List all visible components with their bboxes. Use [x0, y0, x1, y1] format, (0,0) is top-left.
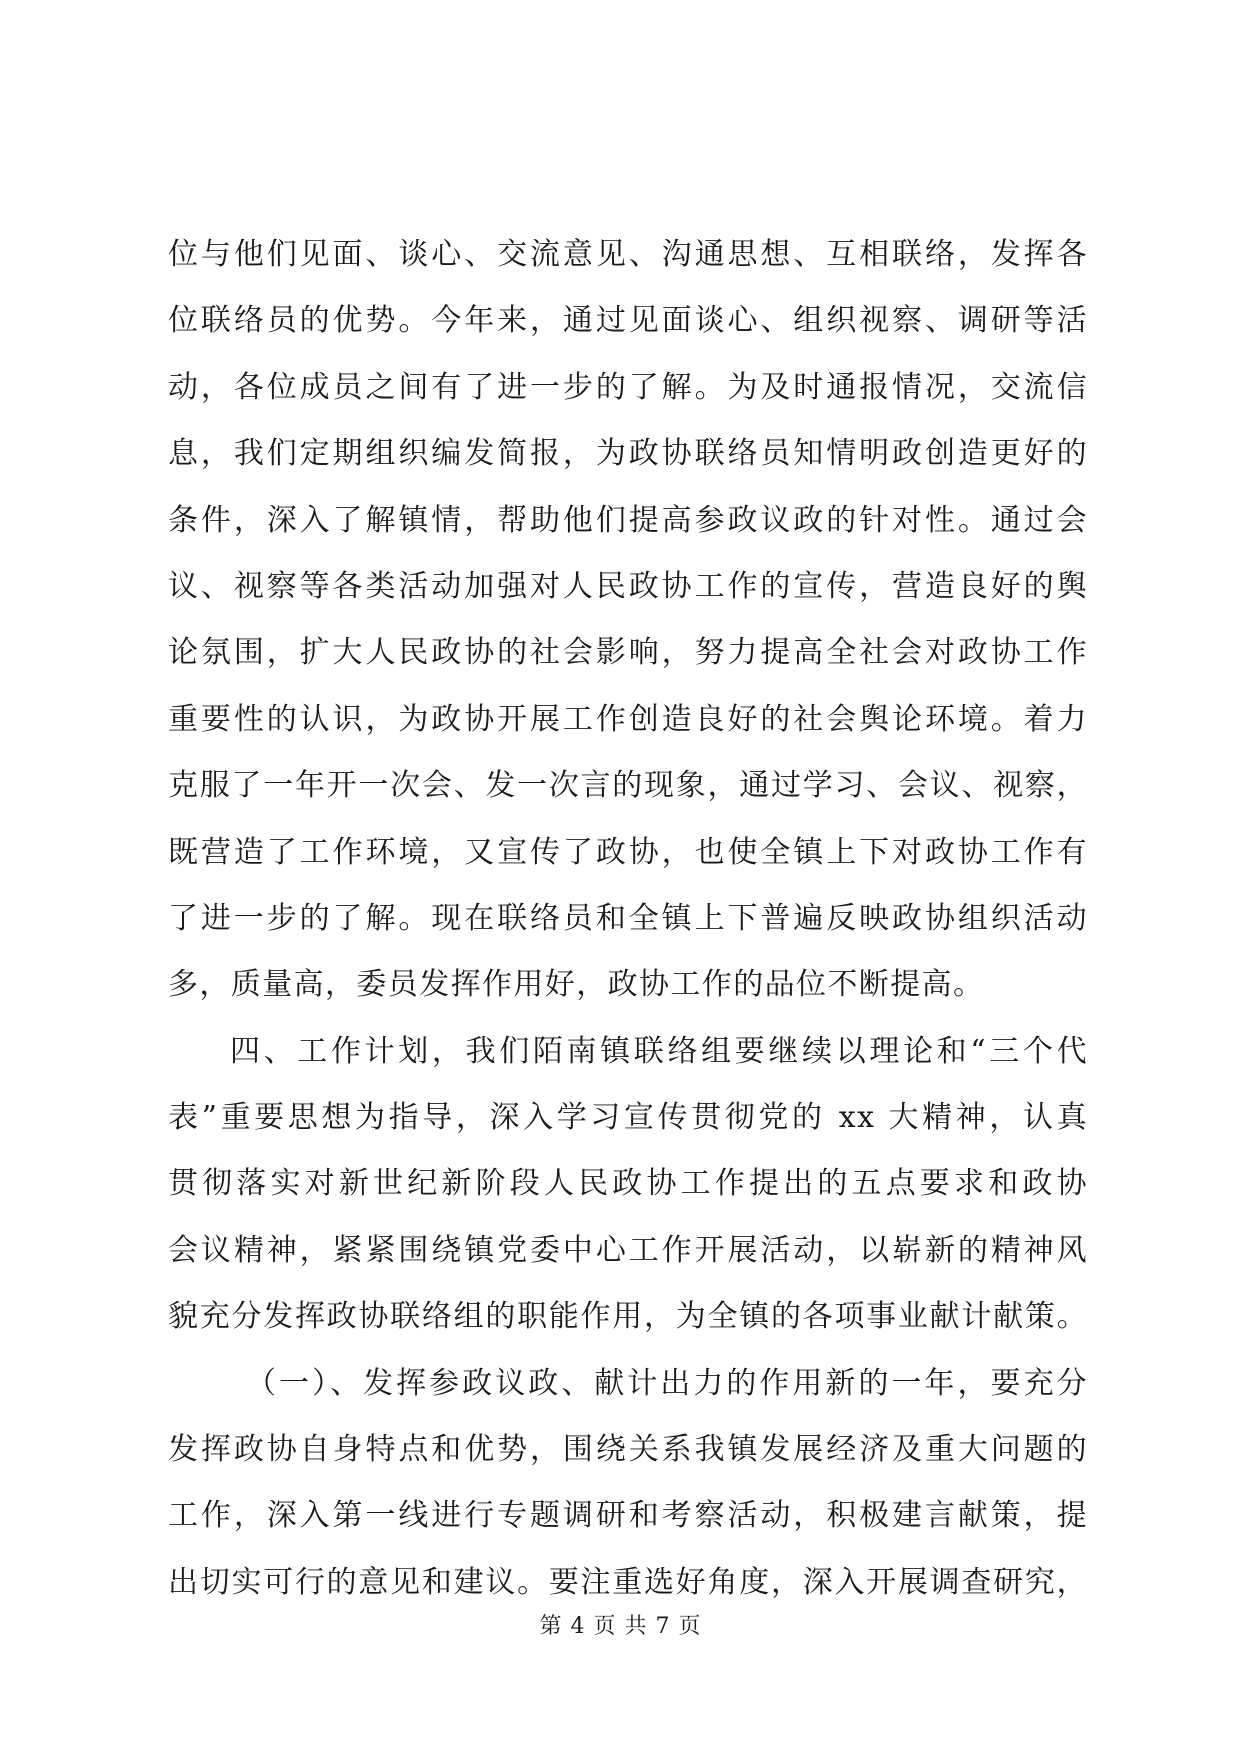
text-line: 既营造了工作环境，又宣传了政协，也使全镇上下对政协工作有 [168, 834, 1088, 870]
text-line: 位与他们见面、谈心、交流意见、沟通思想、互相联络，发挥各 [168, 237, 1088, 272]
text-line: 貌充分发挥政协联络组的职能作用，为全镇的各项事业献计献策。 [168, 1299, 1088, 1335]
text-line: 发挥政协自身特点和优势，围绕关系我镇发展经济及重大问题的 [168, 1432, 1088, 1468]
text-line: 重要性的认识，为政协开展工作创造良好的社会舆论环境。着力 [168, 701, 1088, 737]
text-line: 出切实可行的意见和建议。要注重选好角度，深入开展调查研究， [168, 1564, 1088, 1600]
text-line: 条件，深入了解镇情，帮助他们提高参政议政的针对性。通过会 [168, 502, 1088, 538]
text-line: 论氛围，扩大人民政协的社会影响，努力提高全社会对政协工作 [168, 635, 1088, 671]
text-line: 多，质量高，委员发挥作用好，政协工作的品位不断提高。 [168, 967, 985, 1003]
text-line: 贯彻落实对新世纪新阶段人民政协工作提出的五点要求和政协 [168, 1166, 1088, 1202]
text-line: 动，各位成员之间有了进一步的了解。为及时通报情况，交流信 [168, 369, 1088, 405]
text-line: 工作，深入第一线进行专题调研和考察活动，积极建言献策，提 [168, 1498, 1088, 1534]
text-line: 息，我们定期组织编发简报，为政协联络员知情明政创造更好的 [168, 436, 1088, 472]
text-line: 了进一步的了解。现在联络员和全镇上下普遍反映政协组织活动 [168, 900, 1088, 936]
document-body [168, 222, 1088, 1616]
text-line: 四、工作计划，我们陌南镇联络组要继续以理论和“三个代 [230, 1033, 1088, 1069]
text-line: （一）、发挥参政议政、献计出力的作用新的一年，要充分 [246, 1365, 1088, 1401]
text-line: 会议精神，紧紧围绕镇党委中心工作开展活动，以崭新的精神风 [168, 1232, 1088, 1268]
text-line: 议、视察等各类活动加强对人民政协工作的宣传，营造良好的舆 [168, 568, 1088, 604]
text-line: 位联络员的优势。今年来，通过见面谈心、组织视察、调研等活 [168, 303, 1088, 339]
text-line: 克服了一年开一次会、发一次言的现象，通过学习、会议、视察， [168, 768, 1088, 804]
text-line: 表”重要思想为指导，深入学习宣传贯彻党的 xx 大精神，认真 [168, 1100, 1088, 1136]
page-number-footer: 第 4 页 共 7 页 [539, 1614, 702, 1639]
